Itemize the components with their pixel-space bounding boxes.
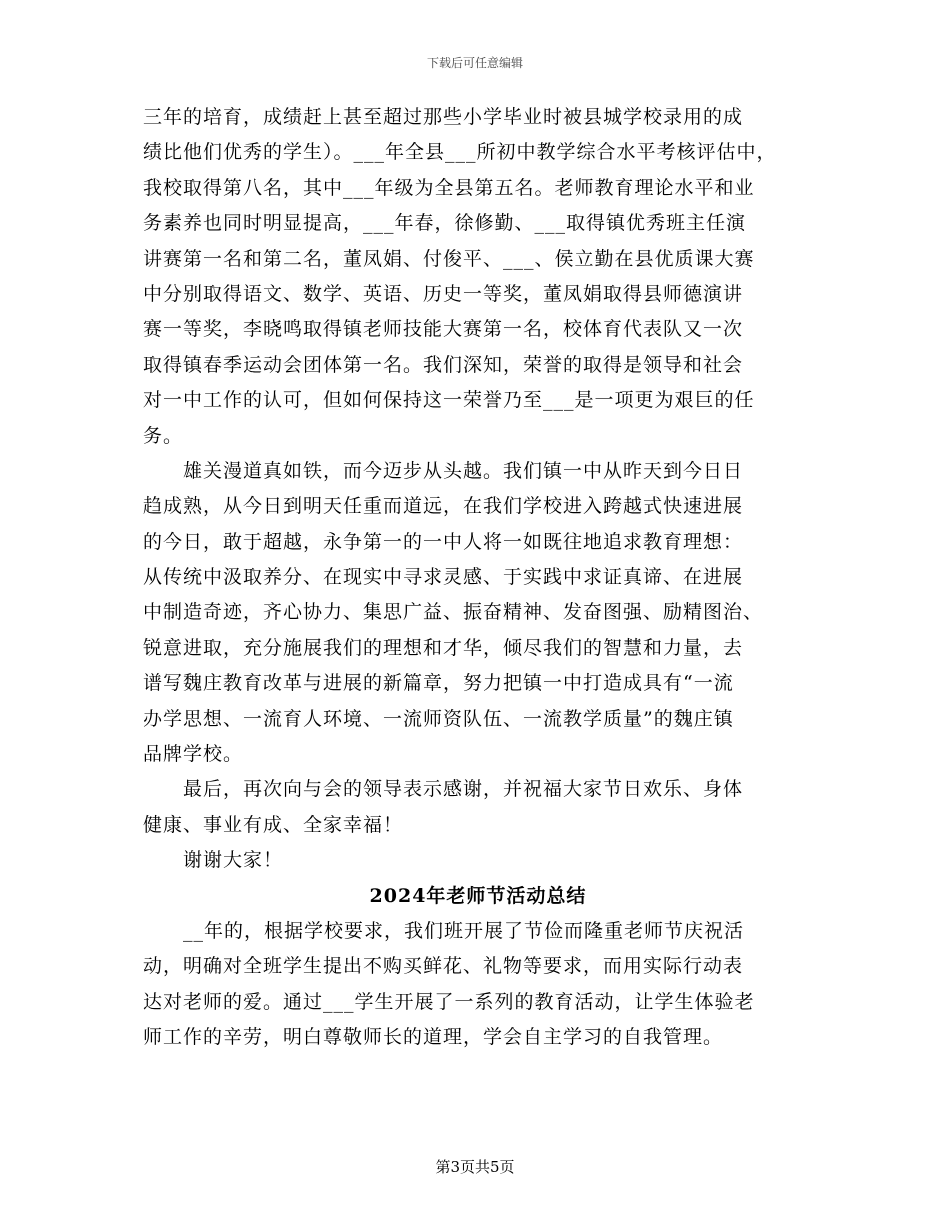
section-paragraphs	[143, 914, 813, 1056]
page-header: 下载后可任意编辑	[426, 56, 523, 70]
section-title: 2024年老师节活动总结	[369, 884, 587, 907]
text-line: 达对老师的爱。通过___学生开展了一系列的教育活动，让学生体验老	[143, 990, 755, 1013]
text-line: 的今日，敢于超越，永争第一的一中人将一如既往地追求教育理想：	[143, 530, 744, 553]
text-line: 品牌学校。	[143, 743, 244, 766]
text-line: 讲赛第一名和第二名，董凤娟、付俊平、___、侯立勤在县优质课大赛	[143, 247, 755, 270]
text-line: __年的，根据学校要求，我们班开展了节俭而隆重老师节庆祝活	[143, 919, 745, 942]
text-line: 动，明确对全班学生提出不购买鲜花、礼物等要求，而用实际行动表	[143, 955, 744, 978]
text-line: 务。	[143, 424, 184, 447]
text-line: 我校取得第八名，其中___年级为全县第五名。老师教育理论水平和业	[143, 176, 755, 199]
text-line: 办学思想、一流育人环境、一流师资队伍、一流教学质量”的魏庄镇	[143, 707, 734, 730]
text-line: 师工作的辛劳，明白尊敬师长的道理，学会自主学习的自我管理。	[143, 1026, 724, 1049]
text-line: 谢谢大家！	[143, 849, 284, 872]
page-footer: 第3页共5页	[435, 1158, 515, 1176]
text-line: 最后，再次向与会的领导表示感谢，并祝福大家节日欢乐、身体	[143, 778, 744, 801]
body-paragraphs	[143, 100, 813, 879]
text-line: 锐意进取，充分施展我们的理想和才华，倾尽我们的智慧和力量，去	[143, 636, 744, 659]
text-line: 取得镇春季运动会团体第一名。我们深知，荣誉的取得是领导和社会	[143, 353, 744, 376]
text-line: 趋成熟，从今日到明天任重而道远，在我们学校进入跨越式快速进展	[143, 495, 744, 518]
text-line: 三年的培育，成绩赶上甚至超过那些小学毕业时被县城学校录用的成	[143, 106, 744, 128]
text-line: 赛一等奖，李晓鸣取得镇老师技能大赛第一名，校体育代表队又一次	[143, 318, 744, 341]
text-line: 对一中工作的认可，但如何保持这一荣誉乃至___是一项更为艰巨的任	[143, 389, 755, 412]
text-line: 谱写魏庄教育改革与进展的新篇章，努力把镇一中打造成具有“一流	[143, 672, 734, 695]
text-line: 中制造奇迹，齐心协力、集思广益、振奋精神、发奋图强、励精图治、	[143, 601, 764, 624]
text-line: 健康、事业有成、全家幸福！	[143, 813, 404, 836]
text-line: 中分别取得语文、数学、英语、历史一等奖，董凤娟取得县师德演讲	[143, 282, 744, 305]
text-line: 务素养也同时明显提高，___年春，徐修勤、___取得镇优秀班主任演	[143, 212, 747, 235]
text-line: 绩比他们优秀的学生）。___年全县___所初中教学综合水平考核评估中，	[143, 141, 777, 164]
text-line: 从传统中汲取养分、在现实中寻求灵感、于实践中求证真谛、在进展	[143, 566, 744, 589]
document-body	[143, 100, 813, 1056]
text-line: 雄关漫道真如铁，而今迈步从头越。我们镇一中从昨天到今日日	[143, 459, 744, 482]
